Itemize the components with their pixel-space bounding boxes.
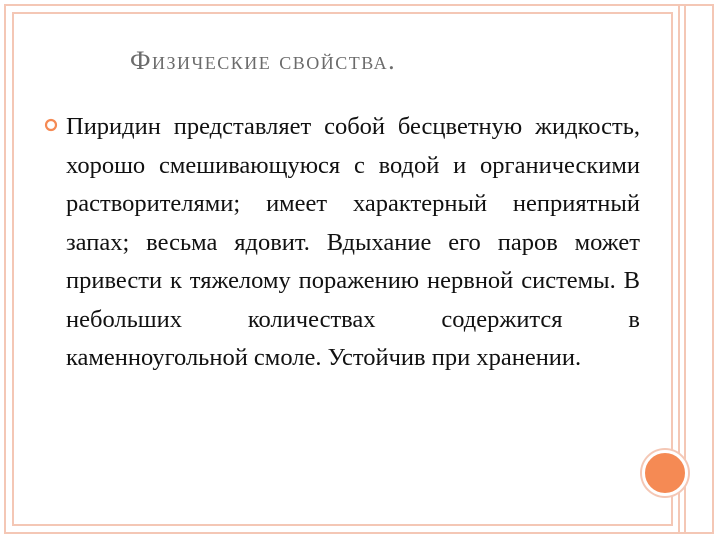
orange-circle-icon (642, 450, 688, 496)
slide-body-text: Пиридин представляет собой бесцветную жидкость, хорошо смешивающуюся с водой и органическими растворителями; имеет характерный неприятный запах; весьма ядовит. Вдыхание его паров может привести к тяжелому поражению нервной системы. В небольших количествах содержится в каменноугольной смоле. Устойчив при хранении. (66, 113, 640, 371)
circle-bullet-icon (44, 118, 58, 132)
slide-title: Физические свойства. (130, 46, 397, 75)
